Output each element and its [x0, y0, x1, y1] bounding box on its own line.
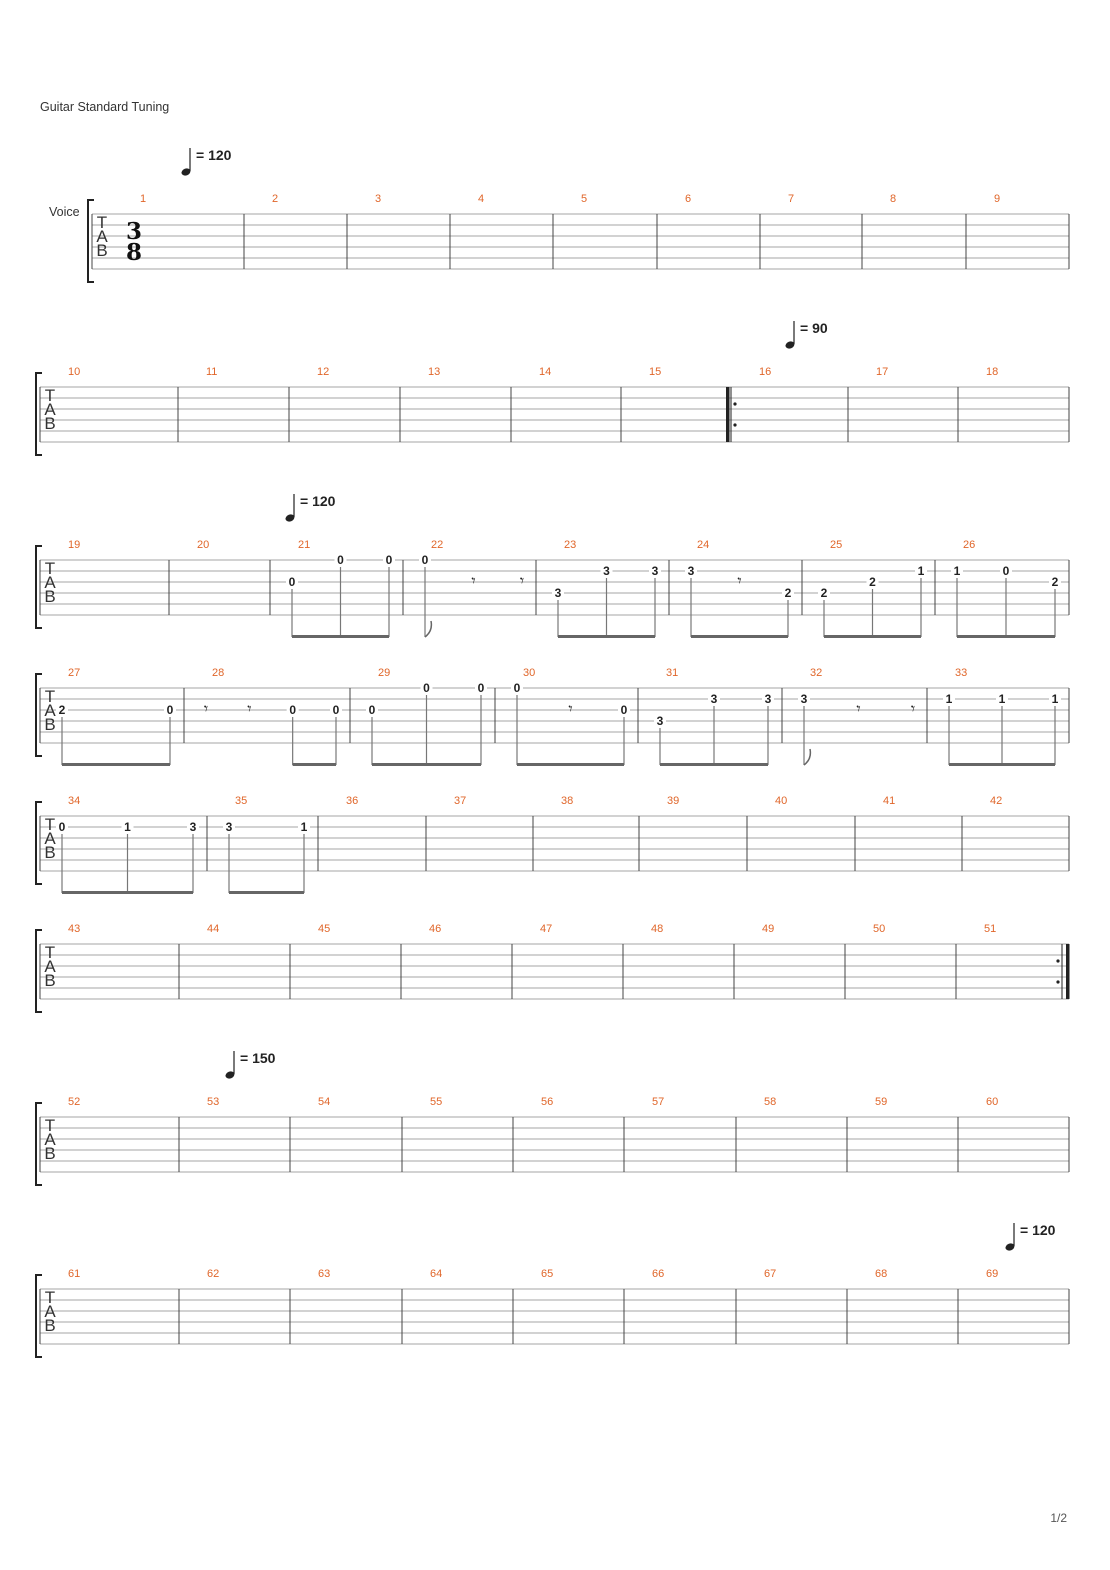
- tab-clef-letter: B: [44, 1316, 56, 1335]
- tempo-label: = 120: [1020, 1222, 1056, 1238]
- fret-number: 0: [288, 575, 296, 589]
- fret-number: 0: [477, 681, 485, 695]
- fret-number: 3: [687, 564, 695, 578]
- measure-number: 21: [298, 539, 311, 551]
- tab-clef-letter: B: [44, 587, 56, 606]
- system-bracket: [36, 930, 42, 1012]
- measure-number: 51: [984, 923, 997, 935]
- eighth-rest: 𝄾: [737, 571, 742, 590]
- fret-number: 3: [800, 692, 808, 706]
- fret-number: 0: [166, 703, 174, 717]
- tab-clef-letter: A: [96, 227, 108, 246]
- tab-clef-letter: B: [44, 971, 56, 990]
- measure-number: 25: [830, 539, 843, 551]
- measure-number: 24: [697, 539, 710, 551]
- measure-number: 12: [317, 366, 330, 378]
- measure-number: 17: [876, 366, 889, 378]
- measure-number: 5: [581, 193, 588, 205]
- measure-number: 53: [207, 1096, 220, 1108]
- repeat-dot: [1056, 959, 1059, 962]
- time-signature-bottom: 8: [125, 239, 143, 266]
- tab-clef-letter: T: [44, 1288, 56, 1307]
- tab-clef-letter: T: [44, 559, 56, 578]
- fret-number: 1: [300, 820, 308, 834]
- tab-clef-letter: A: [44, 829, 56, 848]
- measure-number: 13: [428, 366, 441, 378]
- tempo-label: = 120: [196, 147, 232, 163]
- fret-number: 1: [945, 692, 953, 706]
- measure-number: 22: [431, 539, 444, 551]
- fret-number: 0: [368, 703, 376, 717]
- tempo-label: = 150: [240, 1050, 276, 1066]
- measure-number: 35: [235, 795, 248, 807]
- measure-number: 58: [764, 1096, 777, 1108]
- fret-number: 3: [651, 564, 659, 578]
- tab-clef-letter: T: [44, 815, 56, 834]
- fret-number: 3: [603, 564, 610, 578]
- eighth-rest: 𝄾: [247, 699, 252, 718]
- tab-clef-letter: T: [96, 213, 108, 232]
- measure-number: 65: [541, 1268, 554, 1280]
- fret-number: 0: [513, 681, 521, 695]
- note-beam: [62, 891, 193, 894]
- eighth-rest: 𝄾: [568, 699, 573, 718]
- tab-clef-letter: B: [44, 715, 56, 734]
- fret-number: 1: [998, 692, 1006, 706]
- note-beam: [293, 763, 336, 766]
- fret-number: 2: [58, 703, 66, 717]
- eighth-rest: 𝄾: [519, 571, 525, 590]
- repeat-dot: [733, 402, 736, 405]
- measure-number: 49: [762, 923, 775, 935]
- instrument-label: Voice: [49, 205, 80, 219]
- tempo-label: = 90: [800, 320, 828, 336]
- tab-clef-letter: A: [44, 573, 56, 592]
- measure-number: 30: [523, 667, 536, 679]
- note-beam: [372, 763, 481, 766]
- note-beam: [957, 635, 1055, 638]
- system-bracket: [36, 802, 42, 884]
- repeat-dot: [733, 423, 736, 426]
- repeat-start-thick-bar: [726, 387, 730, 442]
- note-beam: [691, 635, 788, 638]
- note-flag: [804, 749, 810, 765]
- fret-number: 3: [656, 714, 664, 728]
- page-number: 1/2: [1050, 1511, 1067, 1525]
- measure-number: 62: [207, 1268, 220, 1280]
- measure-number: 52: [68, 1096, 81, 1108]
- measure-number: 26: [963, 539, 976, 551]
- tempo-label: = 120: [300, 493, 336, 509]
- system-bracket: [36, 674, 42, 756]
- note-beam: [292, 635, 389, 638]
- tab-clef-letter: B: [96, 241, 108, 260]
- measure-number: 54: [318, 1096, 331, 1108]
- measure-number: 2: [272, 193, 279, 205]
- measure-number: 39: [667, 795, 680, 807]
- fret-number: 0: [58, 820, 66, 834]
- measure-number: 37: [454, 795, 467, 807]
- system-bracket: [36, 373, 42, 455]
- system-bracket: [36, 546, 42, 628]
- measure-number: 38: [561, 795, 574, 807]
- measure-number: 41: [883, 795, 896, 807]
- system-bracket: [36, 1275, 42, 1357]
- tab-clef-letter: A: [44, 701, 56, 720]
- system-bracket: [88, 200, 94, 282]
- measure-number: 14: [539, 366, 552, 378]
- measure-number: 29: [378, 667, 391, 679]
- measure-number: 60: [986, 1096, 999, 1108]
- measure-number: 61: [68, 1268, 81, 1280]
- repeat-dot: [1056, 980, 1059, 983]
- eighth-rest: 𝄾: [203, 699, 209, 718]
- measure-number: 8: [890, 193, 897, 205]
- measure-number: 19: [68, 539, 81, 551]
- note-beam: [229, 891, 304, 894]
- fret-number: 0: [620, 703, 628, 717]
- note-beam: [824, 635, 921, 638]
- measure-number: 34: [68, 795, 81, 807]
- measure-number: 40: [775, 795, 788, 807]
- eighth-rest: 𝄾: [471, 571, 476, 590]
- measure-number: 27: [68, 667, 81, 679]
- measure-number: 66: [652, 1268, 665, 1280]
- measure-number: 6: [685, 193, 692, 205]
- fret-number: 0: [423, 681, 430, 695]
- fret-number: 0: [289, 703, 297, 717]
- measure-number: 20: [197, 539, 210, 551]
- measure-number: 32: [810, 667, 823, 679]
- measure-number: 3: [375, 193, 382, 205]
- fret-number: 2: [820, 586, 828, 600]
- eighth-rest: 𝄾: [910, 699, 916, 718]
- fret-number: 3: [225, 820, 233, 834]
- measure-number: 50: [873, 923, 886, 935]
- fret-number: 1: [1051, 692, 1059, 706]
- measure-number: 68: [875, 1268, 888, 1280]
- fret-number: 1: [124, 820, 131, 834]
- system-bracket: [36, 1103, 42, 1185]
- measure-number: 45: [318, 923, 331, 935]
- fret-number: 0: [332, 703, 340, 717]
- note-beam: [517, 763, 624, 766]
- fret-number: 1: [917, 564, 925, 578]
- measure-number: 16: [759, 366, 772, 378]
- measure-number: 67: [764, 1268, 777, 1280]
- tab-clef-letter: B: [44, 843, 56, 862]
- fret-number: 3: [764, 692, 772, 706]
- note-flag: [425, 621, 431, 637]
- measure-number: 48: [651, 923, 664, 935]
- measure-number: 1: [140, 193, 147, 205]
- measure-number: 44: [207, 923, 220, 935]
- fret-number: 3: [554, 586, 562, 600]
- measure-number: 7: [788, 193, 795, 205]
- measure-number: 28: [212, 667, 225, 679]
- measure-number: 31: [666, 667, 679, 679]
- tab-clef-letter: A: [44, 1130, 56, 1149]
- measure-number: 33: [955, 667, 968, 679]
- fret-number: 3: [189, 820, 197, 834]
- measure-number: 56: [541, 1096, 554, 1108]
- tab-clef-letter: A: [44, 1302, 56, 1321]
- fret-number: 0: [385, 553, 393, 567]
- fret-number: 0: [1002, 564, 1010, 578]
- fret-number: 3: [710, 692, 718, 706]
- tab-clef-letter: T: [44, 1116, 56, 1135]
- note-beam: [558, 635, 655, 638]
- measure-number: 55: [430, 1096, 443, 1108]
- fret-number: 0: [421, 553, 429, 567]
- time-signature-top: 3: [125, 218, 143, 245]
- fret-number: 2: [784, 586, 792, 600]
- measure-number: 9: [994, 193, 1001, 205]
- tab-clef-letter: B: [44, 414, 56, 433]
- measure-number: 43: [68, 923, 81, 935]
- eighth-rest: 𝄾: [856, 699, 861, 718]
- fret-number: 1: [953, 564, 961, 578]
- measure-number: 10: [68, 366, 81, 378]
- note-beam: [949, 763, 1055, 766]
- measure-number: 69: [986, 1268, 999, 1280]
- measure-number: 36: [346, 795, 359, 807]
- note-beam: [660, 763, 768, 766]
- measure-number: 57: [652, 1096, 665, 1108]
- tab-clef-letter: A: [44, 957, 56, 976]
- tab-clef-letter: T: [44, 687, 56, 706]
- measure-number: 46: [429, 923, 442, 935]
- measure-number: 23: [564, 539, 577, 551]
- measure-number: 59: [875, 1096, 888, 1108]
- repeat-end-thick-bar: [1066, 944, 1070, 999]
- tab-clef-letter: B: [44, 1144, 56, 1163]
- measure-number: 63: [318, 1268, 331, 1280]
- note-beam: [62, 763, 170, 766]
- tuning-label: Guitar Standard Tuning: [40, 100, 170, 114]
- fret-number: 0: [337, 553, 344, 567]
- tab-clef-letter: T: [44, 386, 56, 405]
- measure-number: 64: [430, 1268, 443, 1280]
- measure-number: 47: [540, 923, 553, 935]
- measure-number: 11: [206, 366, 218, 378]
- tab-clef-letter: T: [44, 943, 56, 962]
- fret-number: 2: [1051, 575, 1059, 589]
- measure-number: 18: [986, 366, 999, 378]
- measure-number: 15: [649, 366, 662, 378]
- tab-clef-letter: A: [44, 400, 56, 419]
- measure-number: 4: [478, 193, 485, 205]
- fret-number: 2: [869, 575, 876, 589]
- measure-number: 42: [990, 795, 1003, 807]
